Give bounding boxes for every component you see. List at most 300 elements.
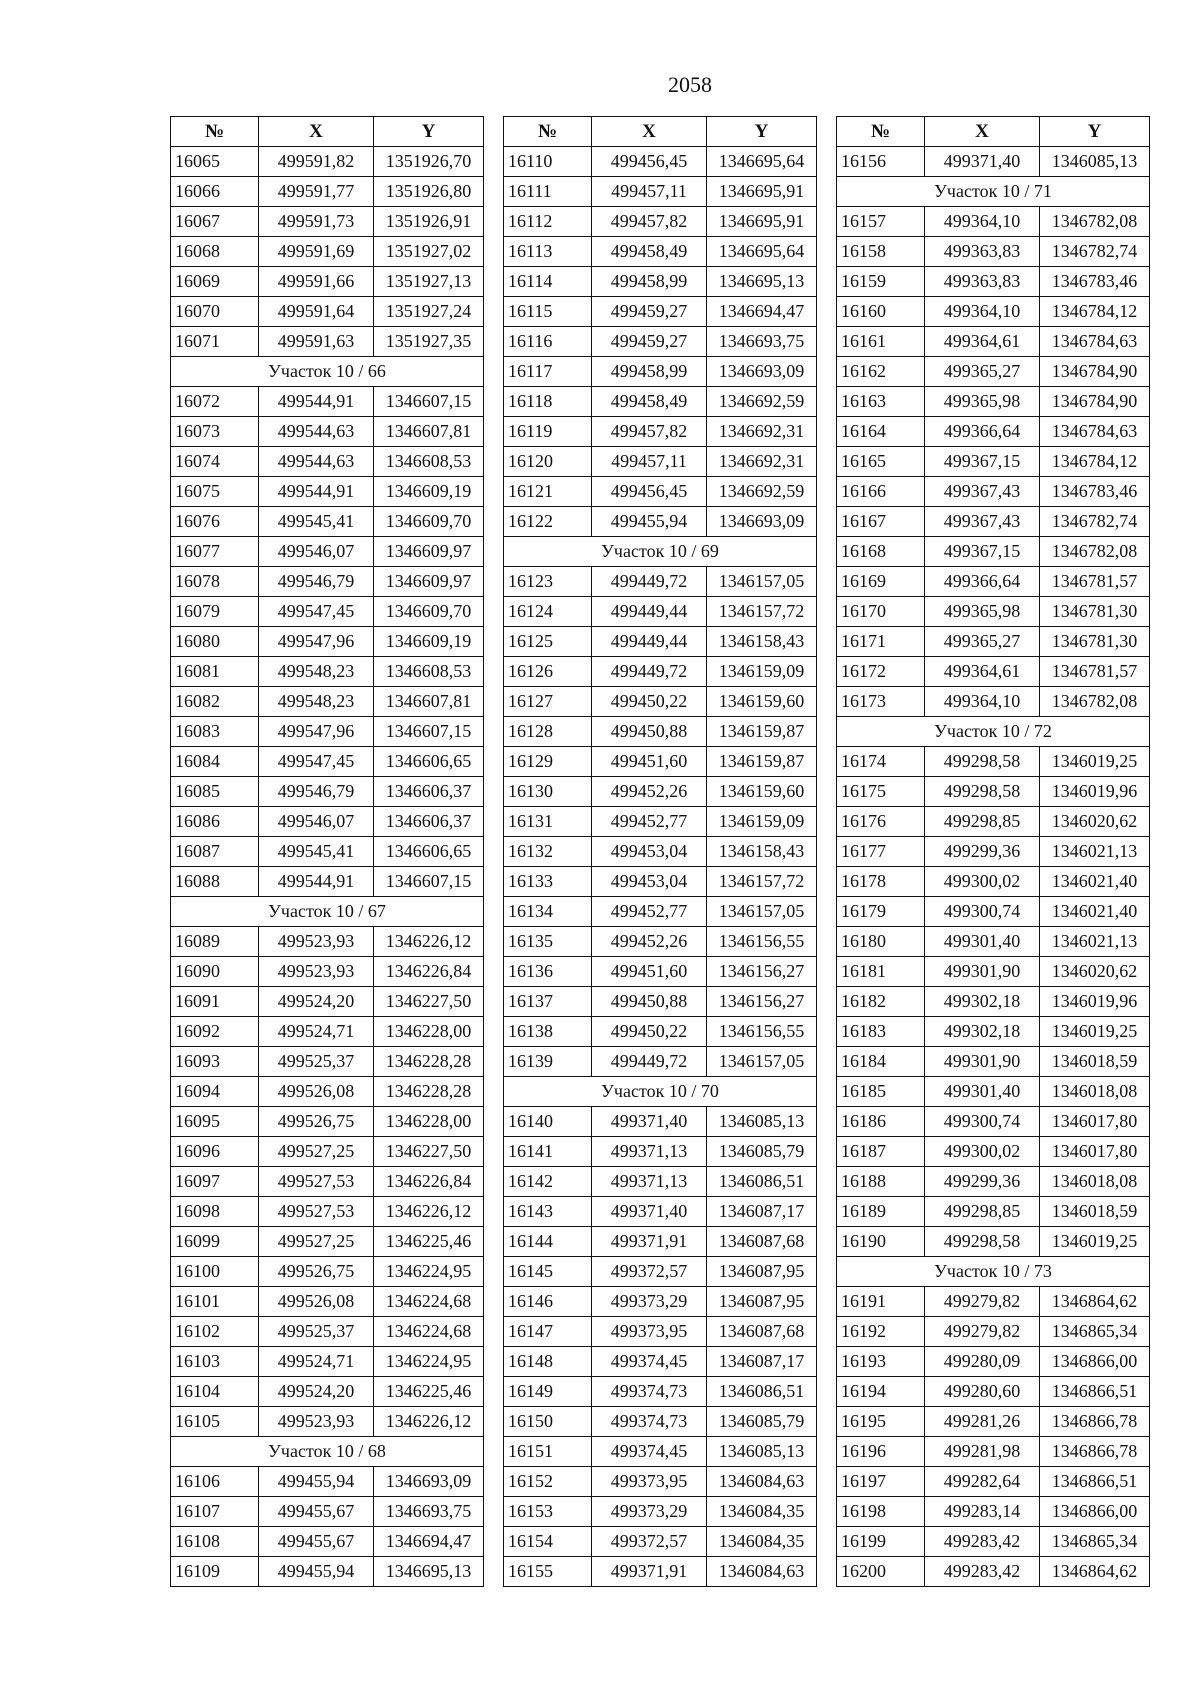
table-row [171,477,484,507]
coord-y: 1346609,19 [374,477,484,507]
table-row [171,1287,484,1317]
point-number: 16134 [504,897,592,927]
point-number: 16135 [504,927,592,957]
coord-x: 499363,83 [925,267,1040,297]
point-number: 16128 [504,717,592,747]
coord-y: 1346020,62 [1040,807,1150,837]
coord-y: 1346864,62 [1040,1287,1150,1317]
coord-y: 1346224,68 [374,1317,484,1347]
point-number: 16190 [837,1227,925,1257]
coord-x: 499526,08 [259,1287,374,1317]
table-row [171,957,484,987]
point-number: 16166 [837,477,925,507]
coord-y: 1346695,64 [707,147,817,177]
table-row [171,1557,484,1587]
table-row [171,1257,484,1287]
coord-y: 1346087,17 [707,1347,817,1377]
point-number: 16142 [504,1167,592,1197]
table-row [504,807,817,837]
coord-y: 1346084,35 [707,1497,817,1527]
table-row [837,207,1150,237]
section-row [171,897,484,927]
coord-y: 1346866,00 [1040,1497,1150,1527]
table-row [171,1347,484,1377]
coord-x: 499298,58 [925,1227,1040,1257]
point-number: 16123 [504,567,592,597]
coord-x: 499373,29 [592,1497,707,1527]
coord-x: 499449,72 [592,1047,707,1077]
table-row [171,1497,484,1527]
coord-y: 1346156,55 [707,1017,817,1047]
coord-y: 1346021,13 [1040,927,1150,957]
coord-x: 499366,64 [925,417,1040,447]
coord-x: 499283,42 [925,1557,1040,1587]
table-row [837,597,1150,627]
coord-x: 499371,40 [925,147,1040,177]
point-number: 16181 [837,957,925,987]
coord-x: 499282,64 [925,1467,1040,1497]
table-row [504,897,817,927]
table-row [504,597,817,627]
coord-x: 499451,60 [592,957,707,987]
table-row [171,867,484,897]
table-row [837,687,1150,717]
table-row [504,417,817,447]
coord-y: 1346864,62 [1040,1557,1150,1587]
table-row [837,447,1150,477]
coord-x: 499300,74 [925,897,1040,927]
point-number: 16136 [504,957,592,987]
table-row [171,327,484,357]
point-number: 16178 [837,867,925,897]
table-row [171,537,484,567]
table-row [504,327,817,357]
point-number: 16186 [837,1107,925,1137]
coord-y: 1346157,05 [707,897,817,927]
coord-x: 499455,67 [259,1497,374,1527]
point-number: 16174 [837,747,925,777]
table-row [837,1407,1150,1437]
table-row [504,1467,817,1497]
point-number: 16145 [504,1257,592,1287]
point-number: 16199 [837,1527,925,1557]
coord-x: 499452,26 [592,927,707,957]
point-number: 16129 [504,747,592,777]
header-x: X [592,117,707,147]
point-number: 16169 [837,567,925,597]
coord-y: 1346606,37 [374,777,484,807]
coord-y: 1346086,51 [707,1377,817,1407]
coordinates-table-3 [836,116,1150,1587]
coord-x: 499450,88 [592,987,707,1017]
coord-y: 1346019,25 [1040,1017,1150,1047]
section-title: Участок 10 / 68 [171,1437,484,1467]
coord-x: 499449,44 [592,597,707,627]
point-number: 16146 [504,1287,592,1317]
point-number: 16154 [504,1527,592,1557]
coord-x: 499450,22 [592,1017,707,1047]
coord-x: 499456,45 [592,477,707,507]
coord-x: 499365,27 [925,357,1040,387]
coord-y: 1346156,27 [707,957,817,987]
coord-x: 499372,57 [592,1527,707,1557]
table-row [171,717,484,747]
point-number: 16164 [837,417,925,447]
coord-y: 1346224,95 [374,1257,484,1287]
coord-y: 1346607,15 [374,387,484,417]
point-number: 16102 [171,1317,259,1347]
table-row [504,747,817,777]
point-number: 16097 [171,1167,259,1197]
coord-y: 1346017,80 [1040,1107,1150,1137]
point-number: 16152 [504,1467,592,1497]
coord-x: 499279,82 [925,1287,1040,1317]
point-number: 16076 [171,507,259,537]
table-row [504,1407,817,1437]
coord-y: 1346606,65 [374,837,484,867]
coord-y: 1346084,63 [707,1467,817,1497]
table-row [504,1017,817,1047]
coord-y: 1346228,28 [374,1047,484,1077]
table-row [171,837,484,867]
table-row [504,1167,817,1197]
coord-x: 499364,10 [925,687,1040,717]
section-row [837,1257,1150,1287]
header-number: № [171,117,259,147]
table-row [837,297,1150,327]
coord-x: 499544,63 [259,417,374,447]
coord-x: 499283,14 [925,1497,1040,1527]
coord-x: 499300,02 [925,867,1040,897]
table-row [171,627,484,657]
coord-x: 499374,73 [592,1407,707,1437]
table-row [504,1347,817,1377]
section-row [504,537,817,567]
table-row [171,1017,484,1047]
coord-y: 1346226,12 [374,1197,484,1227]
section-row [504,1077,817,1107]
coord-x: 499544,63 [259,447,374,477]
point-number: 16170 [837,597,925,627]
table-row [171,1527,484,1557]
header-x: X [925,117,1040,147]
point-number: 16139 [504,1047,592,1077]
coord-y: 1346085,79 [707,1407,817,1437]
coord-x: 499455,94 [259,1467,374,1497]
table-row [504,777,817,807]
point-number: 16082 [171,687,259,717]
point-number: 16101 [171,1287,259,1317]
coord-y: 1351927,02 [374,237,484,267]
point-number: 16105 [171,1407,259,1437]
table-row [171,1407,484,1437]
coord-y: 1346018,59 [1040,1197,1150,1227]
coord-x: 499524,71 [259,1017,374,1047]
point-number: 16157 [837,207,925,237]
table-row [504,1287,817,1317]
coord-y: 1346157,05 [707,1047,817,1077]
coord-x: 499455,94 [259,1557,374,1587]
coord-x: 499371,13 [592,1137,707,1167]
coord-y: 1346608,53 [374,657,484,687]
point-number: 16087 [171,837,259,867]
coord-x: 499298,85 [925,1197,1040,1227]
table-row [504,507,817,537]
coord-x: 499591,69 [259,237,374,267]
point-number: 16160 [837,297,925,327]
section-title: Участок 10 / 72 [837,717,1150,747]
point-number: 16083 [171,717,259,747]
coord-y: 1346781,30 [1040,597,1150,627]
table-row [504,627,817,657]
coord-x: 499457,82 [592,417,707,447]
coord-y: 1346784,90 [1040,357,1150,387]
coord-x: 499280,09 [925,1347,1040,1377]
coord-y: 1346607,81 [374,687,484,717]
point-number: 16141 [504,1137,592,1167]
table-row [837,957,1150,987]
coord-y: 1346159,09 [707,807,817,837]
coord-y: 1346692,31 [707,447,817,477]
coord-x: 499524,71 [259,1347,374,1377]
point-number: 16177 [837,837,925,867]
point-number: 16167 [837,507,925,537]
coord-y: 1346021,40 [1040,867,1150,897]
coord-x: 499548,23 [259,687,374,717]
coord-x: 499546,07 [259,537,374,567]
coord-y: 1346018,59 [1040,1047,1150,1077]
coord-x: 499371,91 [592,1227,707,1257]
coord-y: 1346692,31 [707,417,817,447]
table-row [837,1107,1150,1137]
coord-y: 1346692,59 [707,387,817,417]
coord-x: 499281,98 [925,1437,1040,1467]
coord-y: 1346227,50 [374,1137,484,1167]
point-number: 16114 [504,267,592,297]
point-number: 16078 [171,567,259,597]
point-number: 16168 [837,537,925,567]
table-row [837,897,1150,927]
point-number: 16096 [171,1137,259,1167]
point-number: 16182 [837,987,925,1017]
coord-x: 499544,91 [259,477,374,507]
coord-x: 499374,73 [592,1377,707,1407]
coord-y: 1346866,78 [1040,1407,1150,1437]
coord-x: 499364,61 [925,657,1040,687]
point-number: 16106 [171,1467,259,1497]
table-header-row [837,117,1150,147]
coord-y: 1346693,75 [374,1497,484,1527]
coord-x: 499363,83 [925,237,1040,267]
coord-x: 499298,58 [925,747,1040,777]
coord-y: 1346694,47 [374,1527,484,1557]
point-number: 16077 [171,537,259,567]
point-number: 16067 [171,207,259,237]
point-number: 16109 [171,1557,259,1587]
coord-y: 1346609,97 [374,567,484,597]
coord-x: 499526,08 [259,1077,374,1107]
table-row [837,1317,1150,1347]
table-row [171,1317,484,1347]
coord-y: 1346019,25 [1040,1227,1150,1257]
coord-x: 499374,45 [592,1347,707,1377]
table-row [504,1497,817,1527]
point-number: 16098 [171,1197,259,1227]
section-row [837,177,1150,207]
table-row [171,1197,484,1227]
coord-x: 499367,43 [925,477,1040,507]
table-header-row [171,117,484,147]
coord-x: 499591,82 [259,147,374,177]
table-row [837,747,1150,777]
coord-y: 1351927,35 [374,327,484,357]
point-number: 16115 [504,297,592,327]
coord-x: 499449,72 [592,567,707,597]
coord-x: 499364,10 [925,207,1040,237]
table-row [171,747,484,777]
coord-x: 499457,11 [592,447,707,477]
coord-y: 1346085,13 [1040,147,1150,177]
coord-x: 499547,45 [259,747,374,777]
point-number: 16138 [504,1017,592,1047]
coord-y: 1346084,35 [707,1527,817,1557]
coord-y: 1346695,13 [707,267,817,297]
coord-x: 499298,58 [925,777,1040,807]
coord-x: 499301,40 [925,927,1040,957]
coord-y: 1346019,96 [1040,777,1150,807]
coord-y: 1346694,47 [707,297,817,327]
coord-x: 499365,98 [925,387,1040,417]
coord-y: 1346693,09 [374,1467,484,1497]
point-number: 16196 [837,1437,925,1467]
table-row [504,177,817,207]
coord-y: 1346085,13 [707,1107,817,1137]
coord-y: 1346159,87 [707,747,817,777]
table-row [837,1017,1150,1047]
coord-x: 499364,10 [925,297,1040,327]
point-number: 16103 [171,1347,259,1377]
point-number: 16118 [504,387,592,417]
point-number: 16119 [504,417,592,447]
table-row [171,1077,484,1107]
table-row [171,1467,484,1497]
point-number: 16180 [837,927,925,957]
table-row [504,987,817,1017]
coord-y: 1346227,50 [374,987,484,1017]
coord-y: 1346085,13 [707,1437,817,1467]
coord-y: 1346693,09 [707,357,817,387]
coord-x: 499459,27 [592,327,707,357]
coord-y: 1346085,79 [707,1137,817,1167]
table-row [837,777,1150,807]
table-row [837,477,1150,507]
coord-y: 1346607,15 [374,867,484,897]
table-row [837,417,1150,447]
point-number: 16131 [504,807,592,837]
coord-x: 499365,98 [925,597,1040,627]
coord-y: 1346156,55 [707,927,817,957]
table-row [171,417,484,447]
table-row [837,627,1150,657]
coord-x: 499547,96 [259,717,374,747]
coord-x: 499591,66 [259,267,374,297]
table-row [504,387,817,417]
coord-x: 499367,15 [925,537,1040,567]
point-number: 16175 [837,777,925,807]
point-number: 16194 [837,1377,925,1407]
table-row [837,1047,1150,1077]
table-row [171,177,484,207]
point-number: 16155 [504,1557,592,1587]
coord-y: 1346695,91 [707,207,817,237]
coord-x: 499366,64 [925,567,1040,597]
point-number: 16080 [171,627,259,657]
point-number: 16099 [171,1227,259,1257]
coord-x: 499374,45 [592,1437,707,1467]
point-number: 16162 [837,357,925,387]
coord-x: 499373,29 [592,1287,707,1317]
coord-x: 499458,49 [592,387,707,417]
coord-x: 499458,99 [592,357,707,387]
point-number: 16133 [504,867,592,897]
table-row [837,567,1150,597]
point-number: 16079 [171,597,259,627]
coord-y: 1346158,43 [707,837,817,867]
coord-x: 499371,40 [592,1107,707,1137]
table-row [171,1047,484,1077]
table-row [837,267,1150,297]
coord-y: 1346782,74 [1040,507,1150,537]
point-number: 16104 [171,1377,259,1407]
coord-y: 1346781,57 [1040,567,1150,597]
table-row [171,237,484,267]
section-title: Участок 10 / 73 [837,1257,1150,1287]
table-row [837,987,1150,1017]
table-row [171,1167,484,1197]
coord-y: 1346228,00 [374,1017,484,1047]
point-number: 16090 [171,957,259,987]
coord-x: 499301,90 [925,957,1040,987]
coord-x: 499457,82 [592,207,707,237]
section-row [171,357,484,387]
point-number: 16107 [171,1497,259,1527]
point-number: 16149 [504,1377,592,1407]
coord-y: 1346021,13 [1040,837,1150,867]
point-number: 16071 [171,327,259,357]
coord-y: 1346866,51 [1040,1377,1150,1407]
table-row [171,597,484,627]
coord-y: 1346607,81 [374,417,484,447]
table-row [837,837,1150,867]
coord-y: 1346087,68 [707,1227,817,1257]
point-number: 16173 [837,687,925,717]
coord-x: 499547,45 [259,597,374,627]
coord-x: 499455,94 [592,507,707,537]
coord-y: 1346606,37 [374,807,484,837]
point-number: 16110 [504,147,592,177]
coord-y: 1346087,95 [707,1257,817,1287]
coord-y: 1346020,62 [1040,957,1150,987]
table-row [171,927,484,957]
coord-y: 1346019,96 [1040,987,1150,1017]
coord-x: 499524,20 [259,987,374,1017]
table-row [171,1107,484,1137]
point-number: 16140 [504,1107,592,1137]
point-number: 16089 [171,927,259,957]
coord-y: 1346784,63 [1040,417,1150,447]
coord-x: 499372,57 [592,1257,707,1287]
table-row [504,297,817,327]
